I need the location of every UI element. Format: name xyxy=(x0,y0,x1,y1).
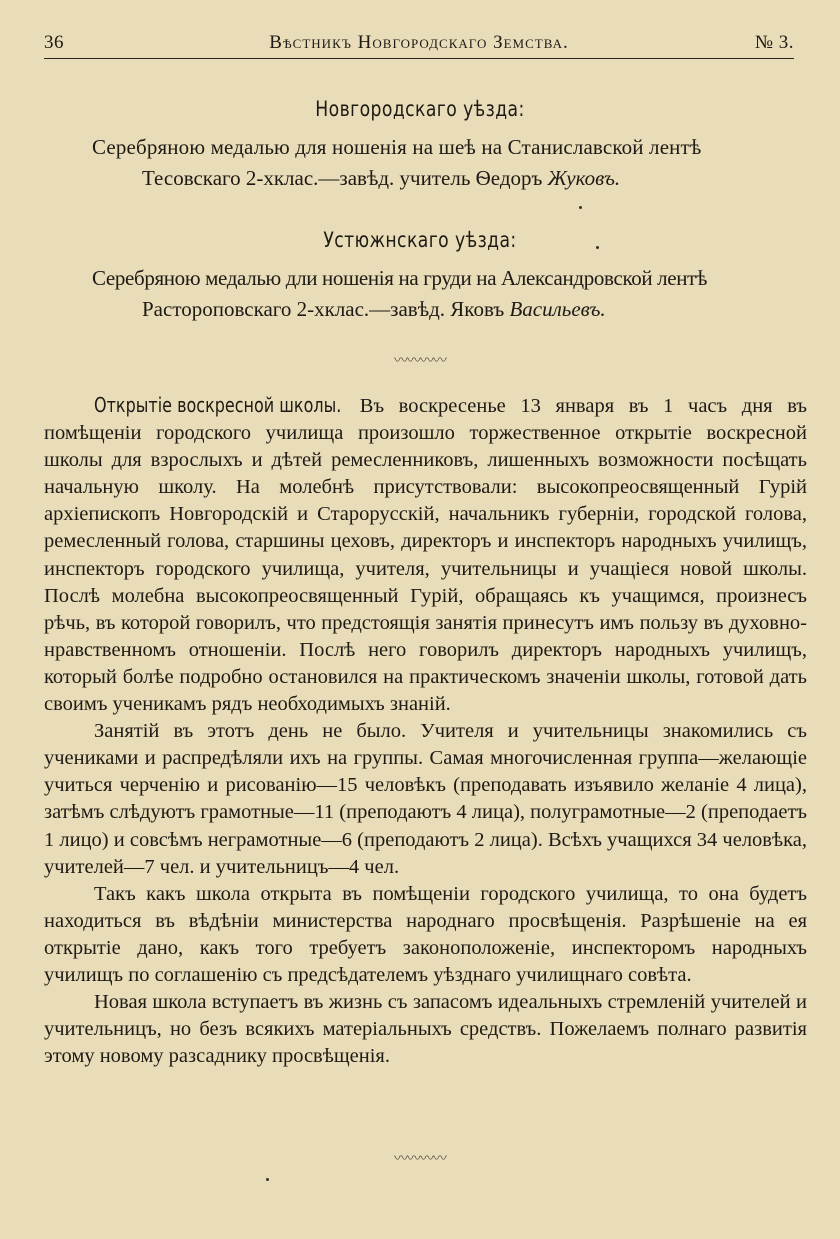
print-speck xyxy=(266,1178,269,1181)
page-number: 36 xyxy=(44,32,64,53)
article-paragraph xyxy=(44,392,807,718)
district-heading-novgorod: Новгородскаго уѣзда: xyxy=(315,97,525,121)
print-speck xyxy=(579,206,582,209)
issue-number: № 3. xyxy=(754,32,794,53)
award-recipient: Васильевъ. xyxy=(509,297,606,321)
article-paragraph: Занятій въ этотъ день не было. Учителя и учительницы знакомились съ учениками и распредѣляли ихъ на группы. Самая многочисленная группа—желающіе учиться черченію и рисованію—15 человѣкъ (преподавать изъявило желаніе 4 лица), затѣмъ слѣдуютъ грамотные—11 (преподаютъ 4 лица), полуграмотные—2 (преподаетъ 1 лицо) и совсѣмъ неграмотные—6 (преподаютъ 2 лица). Всѣхъ учащихся 34 человѣка, учителей—7 чел. и учительницъ—4 чел. xyxy=(44,720,807,878)
running-header xyxy=(44,28,794,59)
article-text: Въ воскресенье 13 января въ 1 часъ дня въ помѣщеніи городского училища произошло торжественное открытіе воскресной школы для взрослыхъ и дѣтей ремесленниковъ, лишенныхъ возможности посѣщать начальную школу. На молебнѣ присутствовали: высокопреосвященный Гурій архіепископъ Новгородскій и Старорусскій, начальникъ губерніи, городской голова, ремесленный голова, старшины цеховъ, директоръ и инспекторъ народныхъ училищъ, инспекторъ городского училища, учителя, учительницы и учащіеся новой школы. Послѣ молебна высокопреосвященный Гурій, обращаясь къ учащимся, произнесъ рѣчь, въ которой говорилъ, что предстоящія занятія принесутъ имъ пользу въ духовно-нравственномъ отношеніи. Послѣ него говорилъ директоръ народныхъ училищъ, который болѣе подробно остановился на практическомъ значеніи школы, готовой дать своимъ ученикамъ рядъ необходимыхъ знаній. xyxy=(44,395,807,716)
award-school: Тесовскаго 2-хклас.—завѣд. учитель Ѳедоръ xyxy=(142,166,548,190)
section-divider-bottom: 〰〰〰〰 xyxy=(394,1152,446,1167)
award-line xyxy=(142,297,606,322)
award-school: Растороповскаго 2-хклас.—завѣд. Яковъ xyxy=(142,297,510,321)
award-line xyxy=(142,166,620,191)
print-speck xyxy=(596,246,599,249)
district-heading-ustyuzhna: Устюжнскаго уѣзда: xyxy=(323,228,517,252)
journal-title: Вѣстникъ Новгородскаго Земства. xyxy=(269,32,569,53)
award-recipient: Жуковъ. xyxy=(547,166,621,190)
award-line: Серебряною медалью для ношенія на шеѣ на Станиславской лентѣ xyxy=(92,135,702,159)
article-sunday-school xyxy=(44,392,807,1070)
section-divider: 〰〰〰〰 xyxy=(394,354,446,369)
article-paragraph: Новая школа вступаетъ въ жизнь съ запасомъ идеальныхъ стремленій учителей и учительницъ, но безъ всякихъ матеріальныхъ средствъ. Пожелаемъ полнаго развитія этому новому разсаднику просвѣщенія. xyxy=(44,991,807,1068)
article-paragraph: Такъ какъ школа открыта въ помѣщеніи городского училища, то она будетъ находиться въ вѣдѣніи министерства народнаго просвѣщенія. Разрѣшеніе на ея открытіе дано, какъ того требуетъ законоположеніе, инспекторомъ народныхъ училищъ по соглашенію съ предсѣдателемъ уѣзднаго училищнаго совѣта. xyxy=(44,882,807,986)
award-line: Серебряною медалью дли ношенія на груди на Александровской лентѣ xyxy=(92,266,708,290)
article-lead: Открытіе воскресной школы. xyxy=(94,393,342,417)
